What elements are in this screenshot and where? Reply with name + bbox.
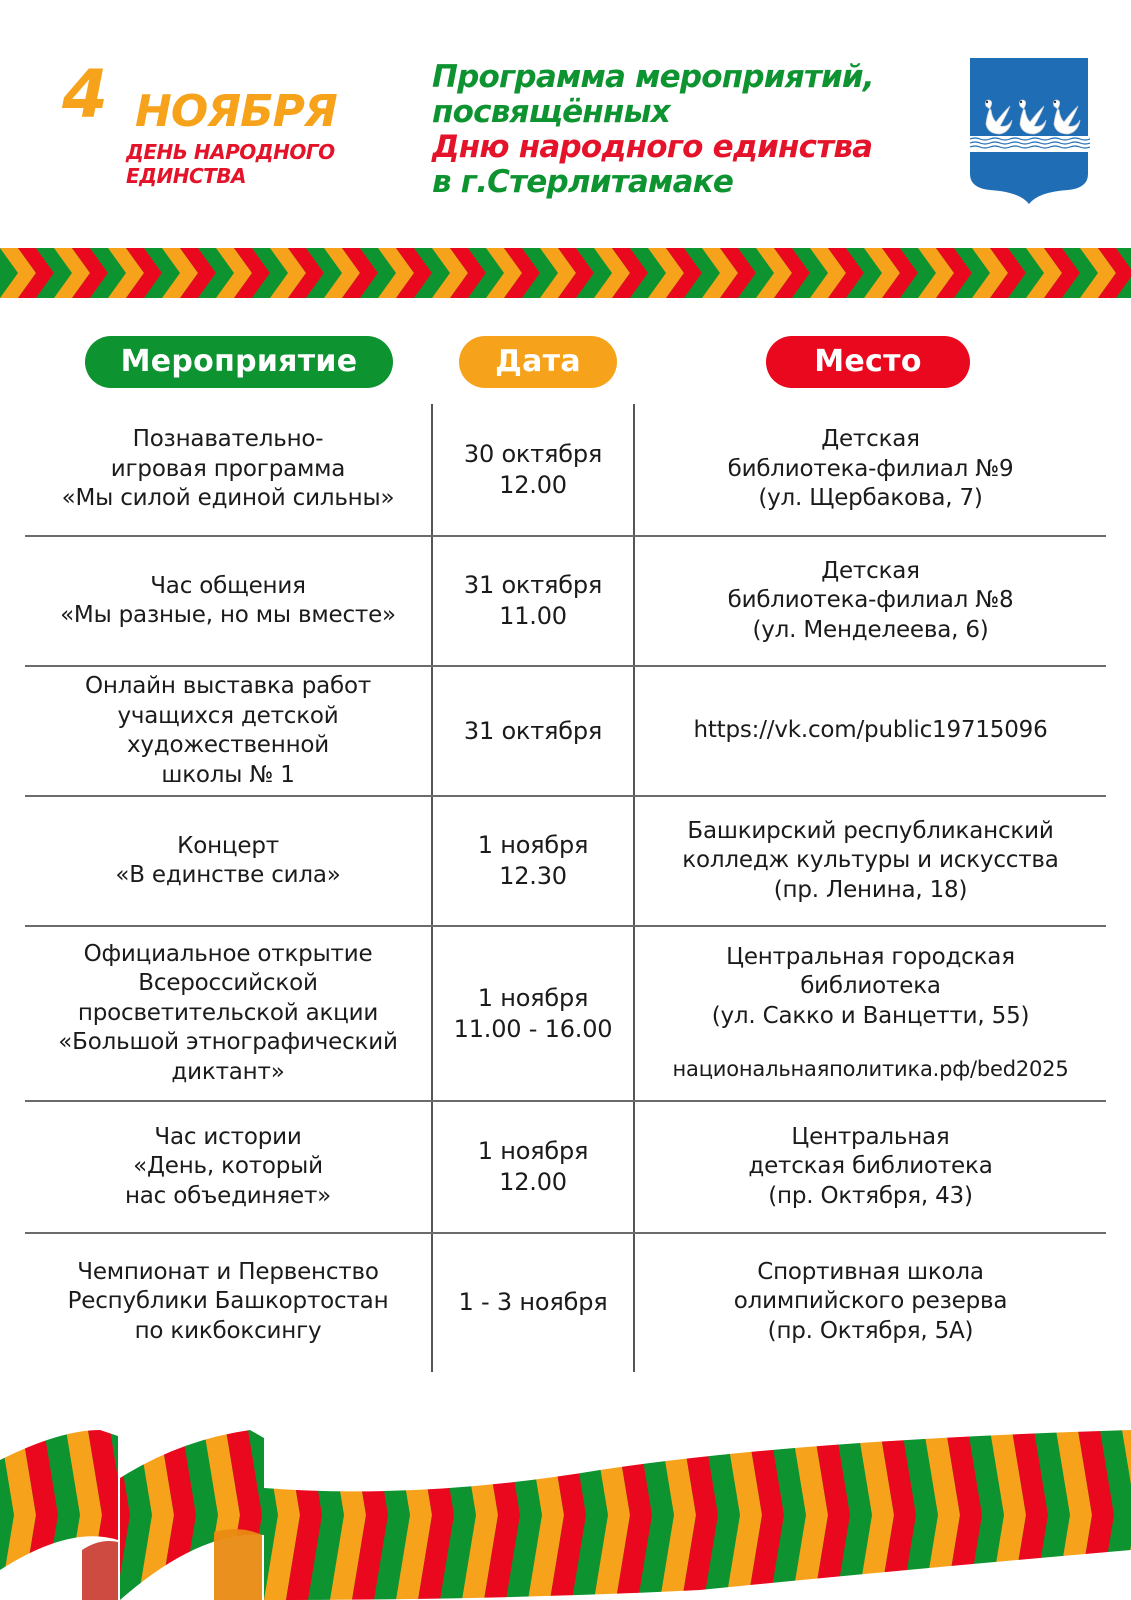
cell-event <box>25 404 431 535</box>
place-link[interactable]: национальнаяполитика.рф/bed2025 <box>672 1057 1069 1081</box>
logo-subtitle-line: ДЕНЬ НАРОДНОГО <box>126 140 335 164</box>
place-text-line: библиотека-филиал №8 <box>727 587 1014 614</box>
place-text-line: библиотека <box>800 973 941 999</box>
event-text-line: Онлайн выставка работ <box>84 673 372 699</box>
place-text-line: Детская <box>821 426 920 453</box>
table-row <box>25 1102 1106 1234</box>
cell-place <box>635 537 1106 665</box>
event-text-line: «Большой этнографический <box>58 1029 398 1056</box>
event-text-line: Концерт <box>177 832 279 859</box>
cell-event <box>25 537 431 665</box>
date-text-line: 12.00 <box>499 470 567 499</box>
date-text-line: 30 октября <box>463 439 603 468</box>
date-text-line: 11.00 <box>499 602 567 630</box>
place-text-line: Башкирский республиканский <box>687 817 1054 844</box>
coat-of-arms-icon <box>968 56 1090 206</box>
date-text-line: 1 ноября <box>477 983 589 1012</box>
event-text-line: художественной <box>126 732 330 758</box>
event-text-line: «В единстве сила» <box>115 862 341 888</box>
event-text-line: Всероссийской <box>138 970 318 997</box>
event-text-line: школы № 1 <box>161 761 295 788</box>
cell-place <box>635 404 1106 535</box>
place-text-line: (ул. Сакко и Ванцетти, 55) <box>711 1002 1030 1029</box>
place-text-line: олимпийского резерва <box>733 1288 1008 1315</box>
place-text-line: (ул. Менделеева, 6) <box>752 616 989 643</box>
date-text-line: 12.30 <box>499 862 567 890</box>
place-text-line: (пр. Октября, 43) <box>768 1182 973 1209</box>
table-row <box>25 797 1106 927</box>
cell-date <box>433 927 633 1100</box>
date-text-line: 12.00 <box>499 1168 567 1196</box>
logo-subtitle-line: ЕДИНСТВА <box>126 164 246 188</box>
event-text-line: игровая программа <box>110 455 346 482</box>
page-title <box>432 60 874 200</box>
event-text-line: Республики Башкортостан <box>67 1288 389 1315</box>
date-text-line: 31 октября <box>463 716 603 745</box>
logo-day: 4 <box>62 56 106 133</box>
title-line: посвящённых <box>432 94 670 130</box>
event-text-line: диктант» <box>171 1058 285 1085</box>
event-text-line: «Мы разные, но мы вместе» <box>60 602 396 628</box>
holiday-logo <box>60 56 380 192</box>
table-row <box>25 537 1106 667</box>
column-header-event: Мероприятие <box>85 336 393 388</box>
date-text-line: 1 ноября <box>477 1137 589 1165</box>
event-text-line: просветительской акции <box>77 999 379 1026</box>
cell-date <box>433 667 633 795</box>
event-text-line: «День, который <box>133 1153 323 1180</box>
decorative-ribbon <box>0 1430 1131 1600</box>
logo-month: НОЯБРЯ <box>135 86 337 137</box>
table-row <box>25 667 1106 797</box>
table-row <box>25 1234 1106 1372</box>
event-text-line: Официальное открытие <box>83 940 373 967</box>
cell-event <box>25 1234 431 1370</box>
event-text-line: Час общения <box>150 572 306 599</box>
place-text-line: (ул. Щербакова, 7) <box>758 485 983 512</box>
title-line: Дню народного единства <box>432 129 873 165</box>
date-text-line: 1 - 3 ноября <box>458 1287 608 1316</box>
table-row <box>25 927 1106 1102</box>
event-text-line: нас объединяет» <box>124 1182 332 1209</box>
cell-place <box>635 927 1106 1100</box>
place-text-line: (пр. Октября, 5А) <box>767 1317 974 1344</box>
date-text-line: 1 ноября <box>477 831 589 859</box>
title-line: Программа мероприятий, <box>432 59 874 95</box>
cell-place <box>635 667 1106 795</box>
logo-subtitle <box>126 140 335 188</box>
place-text-line: колледж культуры и искусства <box>682 847 1059 874</box>
table-row <box>25 404 1106 537</box>
event-text-line: «Мы силой единой сильны» <box>61 485 395 512</box>
title-line: в г.Стерлитамаке <box>432 164 734 200</box>
cell-place <box>635 797 1106 925</box>
cell-date <box>433 1102 633 1232</box>
cell-place <box>635 1102 1106 1232</box>
event-text-line: Чемпионат и Первенство <box>77 1258 379 1285</box>
event-text-line: по кикбоксингу <box>134 1317 322 1344</box>
column-header-place: Место <box>766 336 970 388</box>
cell-event <box>25 1102 431 1232</box>
cell-date <box>433 404 633 535</box>
cell-date <box>433 1234 633 1370</box>
place-text-line: Детская <box>821 557 920 584</box>
place-link[interactable]: https://vk.com/public19715096 <box>693 717 1048 744</box>
date-text-line: 11.00 - 16.00 <box>453 1014 613 1043</box>
cell-event <box>25 927 431 1100</box>
place-text-line: библиотека-филиал №9 <box>727 455 1014 482</box>
place-text-line: Центральная городская <box>726 943 1015 970</box>
place-text-line: Центральная <box>791 1123 950 1150</box>
event-text-line: Познавательно- <box>132 426 324 453</box>
cell-event <box>25 667 431 795</box>
cell-place <box>635 1234 1106 1370</box>
cell-date <box>433 797 633 925</box>
place-text-line: Спортивная школа <box>757 1258 984 1285</box>
event-text-line: учащихся детской <box>117 702 339 729</box>
event-text-line: Час истории <box>154 1123 302 1150</box>
place-text-line: детская библиотека <box>748 1153 993 1180</box>
date-text-line: 31 октября <box>463 571 603 599</box>
chevron-border-strip <box>0 248 1131 298</box>
place-text-line: (пр. Ленина, 18) <box>773 876 968 903</box>
cell-date <box>433 537 633 665</box>
column-header-date: Дата <box>459 336 617 388</box>
cell-event <box>25 797 431 925</box>
